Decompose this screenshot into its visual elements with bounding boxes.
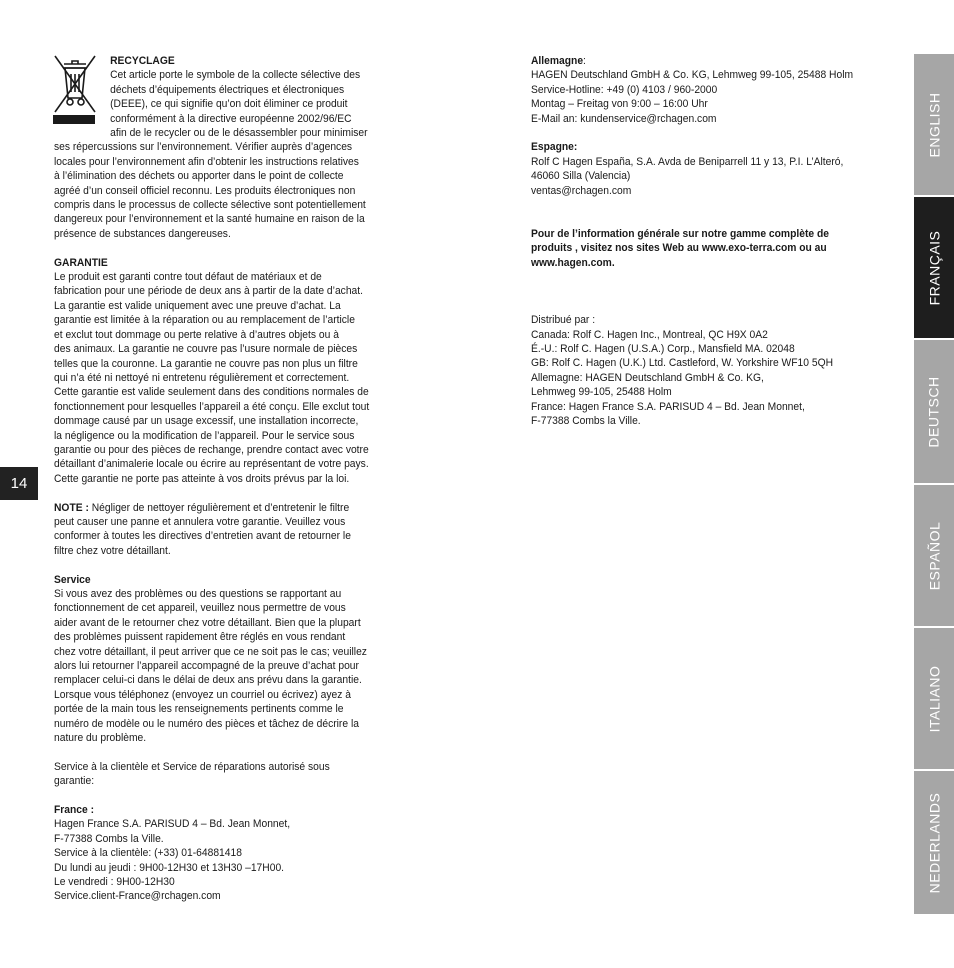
france-title: France : <box>54 804 95 817</box>
right-column <box>531 54 917 428</box>
service-authorized-line: garantie: <box>54 775 95 788</box>
service-line: alors lui retourner l’appareil accompagné de la preuve d’achat pour <box>54 660 359 673</box>
distributed-title: Distribué par : <box>531 314 596 327</box>
service-authorized-line: Service à la clientèle et Service de réparations autorisé sous <box>54 760 330 773</box>
france-email[interactable]: Service.client-France@rchagen.com <box>54 890 221 903</box>
warranty-line: dommage causé par un usage excessif, une installation incorrecte, <box>54 415 359 428</box>
service-line: Si vous avez des problèmes ou des questions se rapportant au <box>54 587 342 600</box>
recycling-title: RECYCLAGE <box>110 55 175 67</box>
warranty-line: Cette garantie ne porte pas atteinte à vos droits prévus par la loi. <box>54 472 350 485</box>
warranty-line: détaillant d’animalerie locale ou écrire au représentant de votre pays. <box>54 458 369 471</box>
left-column <box>54 54 440 904</box>
recycling-line: conformément à la directive européenne 2002/96/EC <box>110 112 352 125</box>
warranty-line: des animaux. La garantie ne couvre pas l’usure normale de pièces <box>54 343 358 356</box>
page-number: 14 <box>0 467 38 500</box>
note-line: filtre chez votre détaillant. <box>54 544 171 557</box>
tab-label: ENGLISH <box>926 92 942 157</box>
recycling-line: (DEEE), ce qui signifie qu’on doit éliminer ce produit <box>110 98 348 111</box>
france-line: Service à la clientèle: (+33) 01-64881418 <box>54 847 242 860</box>
info-line: produits , visitez nos sites Web au www.exo-terra.com ou au <box>531 242 827 255</box>
warranty-line: telles que la couronne. La garantie ne couvre pas non plus un filtre <box>54 357 358 370</box>
recycling-line: ses répercussions sur l’environnement. Vérifier auprès d’agences <box>54 141 353 154</box>
service-line: portée de la main tous les renseignements pertinents comme le <box>54 703 344 716</box>
service-line: Lorsque vous téléphonez (envoyez un courriel ou écrivez) ayez à <box>54 688 351 701</box>
service-line: numéro de modèle ou le numéro des pièces et tâchez de décrire la <box>54 717 359 730</box>
service-title: Service <box>54 573 91 586</box>
spain-line: 46060 Silla (Valencia) <box>531 170 631 183</box>
distributed-line: É.-U.: Rolf C. Hagen (U.S.A.) Corp., Mansfield MA. 02048 <box>531 343 795 356</box>
recycling-line: présence de substances dangereuses. <box>54 227 231 240</box>
recycling-line: compris dans le processus de collecte sélective sont potentiellement <box>54 199 366 212</box>
info-line: www.hagen.com. <box>531 256 615 269</box>
recycling-line: dangereux pour l’environnement et la santé humaine en raison de la <box>54 213 365 226</box>
warranty-line: fabrication pour une période de deux ans à partir de la date d’achat. <box>54 285 363 298</box>
tab-francais[interactable] <box>914 197 954 338</box>
warranty-line: garantie ou pour des pièces de rechange, prendre contact avec votre <box>54 443 369 456</box>
warranty-line: Cette garantie est valide seulement dans des conditions normales de <box>54 386 369 399</box>
germany-line: Service-Hotline: +49 (0) 4103 / 960-2000 <box>531 83 718 96</box>
tab-label: FRANÇAIS <box>926 230 943 305</box>
distributed-line: France: Hagen France S.A. PARISUD 4 – Bd. Jean Monnet, <box>531 400 805 413</box>
france-line: Le vendredi : 9H00-12H30 <box>54 876 175 889</box>
spain-title: Espagne: <box>531 141 578 154</box>
spain-line: Rolf C Hagen España, S.A. Avda de Beniparrell 11 y 13, P.I. L’Alteró, <box>531 155 844 168</box>
note-text: Négliger de nettoyer régulièrement et d’entretenir le filtre <box>88 501 350 514</box>
recycling-line: locales pour l’environnement afin d’obtenir les instructions relatives <box>54 155 359 168</box>
warranty-line: la négligence ou la modification de l’appareil. Pour le service sous <box>54 429 355 442</box>
distributed-line: Allemagne: HAGEN Deutschland GmbH & Co. KG, <box>531 371 764 384</box>
service-line: fonctionnement de cet appareil, veuillez nous permettre de vous <box>54 602 346 615</box>
recycling-line: Cet article porte le symbole de la collecte sélective des <box>110 69 361 82</box>
germany-email[interactable]: E-Mail an: kundenservice@rchagen.com <box>531 112 717 125</box>
tab-label: ESPAÑOL <box>926 521 943 590</box>
tab-nederlands[interactable] <box>914 771 954 914</box>
note-line: conformer à toutes les directives d’entretien avant de retourner le <box>54 530 351 543</box>
tab-english[interactable] <box>914 54 954 195</box>
france-line: F-77388 Combs la Ville. <box>54 832 164 845</box>
tab-label: ITALIANO <box>926 665 943 732</box>
tab-label: DEUTSCH <box>926 375 943 448</box>
distributed-line: GB: Rolf C. Hagen (U.K.) Ltd. Castleford, W. Yorkshire WF10 5QH <box>531 357 834 370</box>
spain-email[interactable]: ventas@rchagen.com <box>531 184 632 197</box>
germany-title: Allemagne <box>531 55 584 67</box>
info-line: Pour de l’information générale sur notre gamme complète de <box>531 227 829 240</box>
tab-deutsch[interactable] <box>914 340 954 483</box>
warranty-line: garantie est limitée à la réparation ou au remplacement de l’article <box>54 314 355 327</box>
recycling-line: afin de le recycler ou de le désassembler pour minimiser <box>110 127 368 140</box>
distributed-line: Lehmweg 99-105, 25488 Holm <box>531 386 672 399</box>
note-label: NOTE : <box>54 501 89 514</box>
distributed-line: Canada: Rolf C. Hagen Inc., Montreal, QC H9X 0A2 <box>531 328 768 341</box>
tab-italiano[interactable] <box>914 628 954 769</box>
note-line: peut causer une panne et annulera votre garantie. Veuillez vous <box>54 515 346 528</box>
germany-line: HAGEN Deutschland GmbH & Co. KG, Lehmweg 99-105, 25488 Holm <box>531 69 854 82</box>
recycling-line: déchets d’équipements électriques et électroniques <box>110 83 345 96</box>
germany-line: Montag – Freitag von 9:00 – 16:00 Uhr <box>531 98 708 111</box>
germany-title-line <box>531 54 917 68</box>
germany-title-suffix: : <box>583 55 586 67</box>
warranty-title: GARANTIE <box>54 256 108 269</box>
service-line: des problèmes puissent rapidement être réglés en vous rendant <box>54 631 346 644</box>
distributed-line: F-77388 Combs la Ville. <box>531 415 641 428</box>
warranty-line: et exclut tout dommage ou perte relative à d’autres objets ou à <box>54 328 339 341</box>
recycling-line: à l’élimination des déchets ou apporter dans le point de collecte <box>54 170 344 183</box>
tab-espanol[interactable] <box>914 485 954 626</box>
france-line: Hagen France S.A. PARISUD 4 – Bd. Jean Monnet, <box>54 818 291 831</box>
warranty-line: qui n’a été ni nettoyé ni entretenu régulièrement et correctement. <box>54 371 350 384</box>
france-line: Du lundi au jeudi : 9H00-12H30 et 13H30 –17H00. <box>54 861 285 874</box>
warranty-line: Le produit est garanti contre tout défaut de matériaux et de <box>54 271 322 284</box>
recycling-header-block <box>54 54 440 140</box>
tab-label: NEDERLANDS <box>926 792 943 893</box>
service-line: nature du problème. <box>54 732 147 745</box>
service-line: aider avant de le retourner chez votre détaillant. Bien que la plupart <box>54 616 361 629</box>
recycling-line: agréé d’un conseil officiel reconnu. Les produits électroniques non <box>54 184 356 197</box>
service-line: remplacer celui-ci dans le délai de deux ans prévu dans la garantie. <box>54 674 362 687</box>
note-first-line <box>54 501 440 515</box>
warranty-line: fonctionnement pour lesquelles l’appareil a été conçu. Elle exclut tout <box>54 400 370 413</box>
service-line: chez votre détaillant, il peut arriver que ce ne soit pas le cas; veuillez <box>54 645 367 658</box>
warranty-line: La garantie est valide uniquement avec une preuve d’achat. La <box>54 299 341 312</box>
